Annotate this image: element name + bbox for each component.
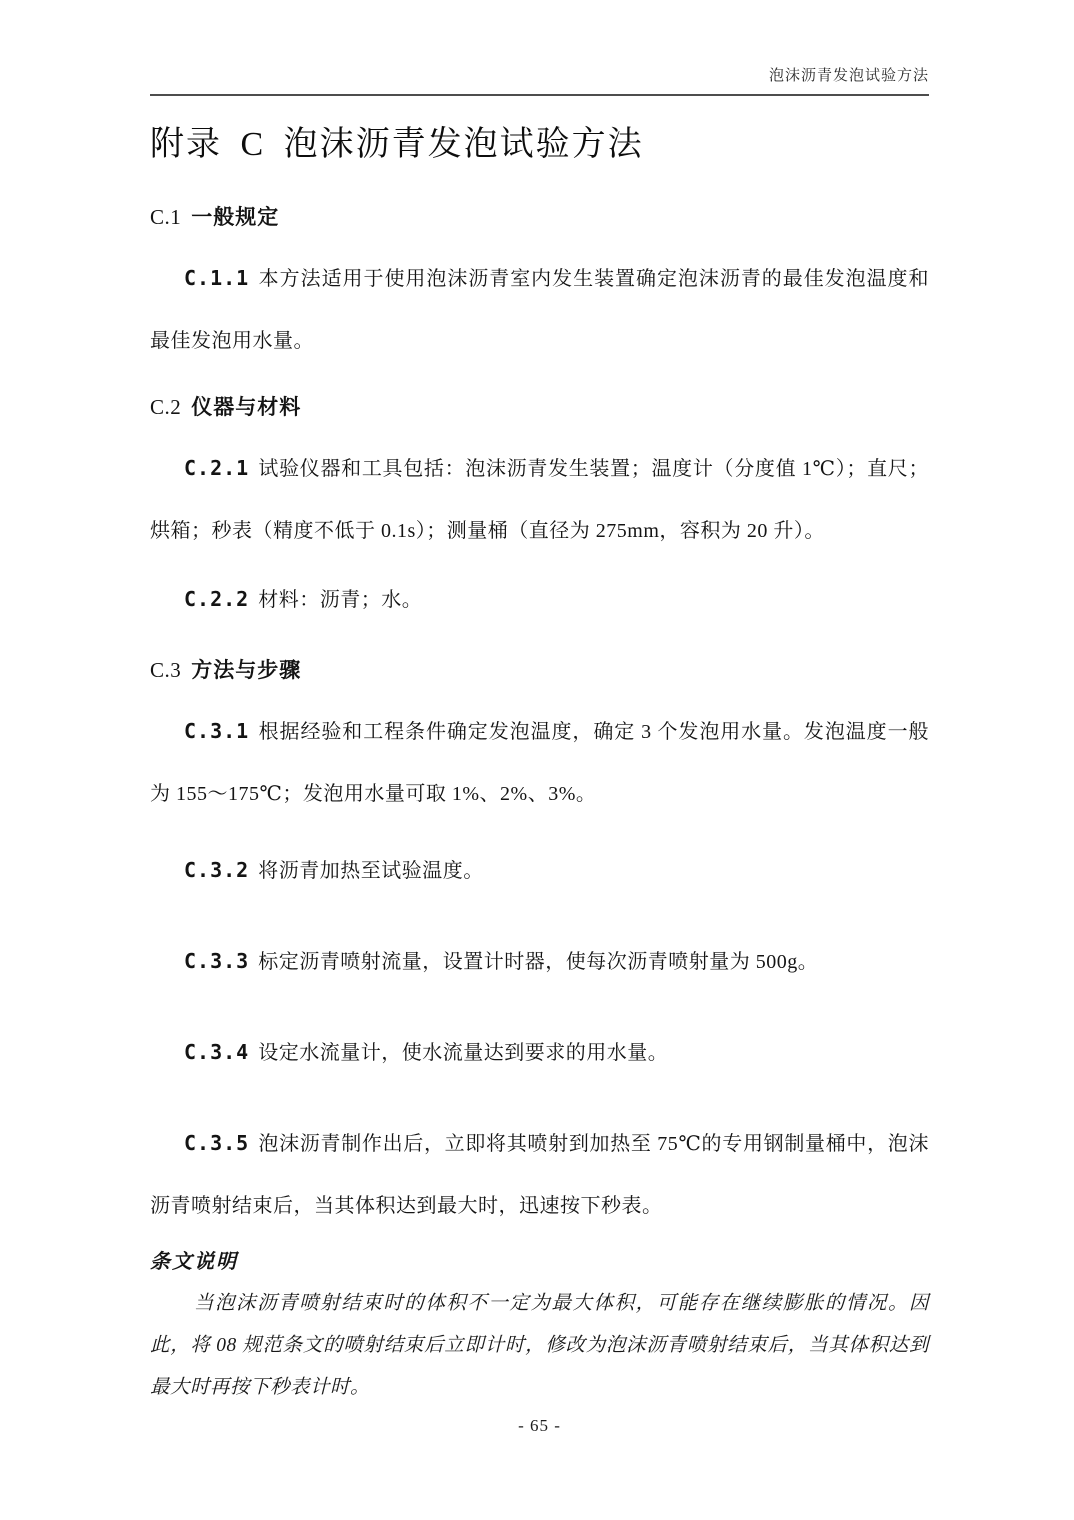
clause-text: 将沥青加热至试验温度。: [258, 860, 484, 882]
notes-paragraph: 当泡沫沥青喷射结束时的体积不一定为最大体积，可能存在继续膨胀的情况。因此，将 08 规范条文的喷射结束后立即计时，修改为泡沫沥青喷射结束后，当其体积达到最大时再按下秒表计时。: [150, 1293, 929, 1398]
clause-text: 本方法适用于使用泡沫沥青室内发生装置确定泡沫沥青的最佳发泡温度和最佳发泡用水量。: [150, 268, 929, 352]
clause-c21: [150, 437, 929, 562]
section-heading-c1: [150, 202, 929, 233]
clause-number: C.3.2: [184, 858, 250, 882]
notes-heading: 条文说明: [150, 1251, 238, 1273]
clause-c33: [150, 930, 929, 993]
clause-text: 标定沥青喷射流量，设置计时器，使每次沥青喷射量为 500g。: [258, 951, 819, 973]
section-number: C.1: [150, 205, 182, 229]
running-header: [150, 64, 929, 96]
section-title: 仪器与材料: [191, 396, 302, 419]
section-number: C.2: [150, 395, 182, 419]
clause-text: 根据经验和工程条件确定发泡温度，确定 3 个发泡用水量。发泡温度一般为 155～175℃；发泡用水量可取 1%、2%、3%。: [150, 721, 929, 805]
clause-number: C.3.5: [184, 1131, 250, 1155]
section-heading-c3: [150, 655, 929, 686]
clause-number: C.1.1: [184, 266, 250, 290]
clause-text: 试验仪器和工具包括：泡沫沥青发生装置；温度计（分度值 1℃）；直尺；烘箱；秒表（精度不低于 0.1s）；测量桶（直径为 275mm，容积为 20 升）。: [150, 458, 929, 542]
clause-c31: [150, 700, 929, 825]
section-heading-c2: [150, 392, 929, 423]
running-header-text: 泡沫沥青发泡试验方法: [768, 68, 929, 84]
clause-number: C.2.1: [184, 456, 250, 480]
clause-number: C.3.1: [184, 719, 250, 743]
clause-c35: [150, 1112, 929, 1237]
page-title: 附录 C 泡沫沥青发泡试验方法: [150, 126, 644, 163]
clause-text: 材料：沥青；水。: [258, 589, 423, 611]
clause-number: C.3.4: [184, 1040, 250, 1064]
clause-text: 泡沫沥青制作出后，立即将其喷射到加热至 75℃的专用钢制量桶中，泡沫沥青喷射结束后，当其体积达到最大时，迅速按下秒表。: [150, 1133, 929, 1217]
section-title: 一般规定: [191, 206, 280, 229]
clause-c34: [150, 1021, 929, 1084]
clause-c32: [150, 839, 929, 902]
section-title: 方法与步骤: [191, 659, 302, 682]
clause-c22: [150, 568, 929, 631]
clause-c11: [150, 247, 929, 372]
page-number: - 65 -: [518, 1416, 561, 1435]
clause-text: 设定水流量计，使水流量达到要求的用水量。: [258, 1042, 669, 1064]
section-number: C.3: [150, 658, 182, 682]
notes-section: [150, 1247, 929, 1409]
clause-number: C.3.3: [184, 949, 250, 973]
clause-number: C.2.2: [184, 587, 250, 611]
